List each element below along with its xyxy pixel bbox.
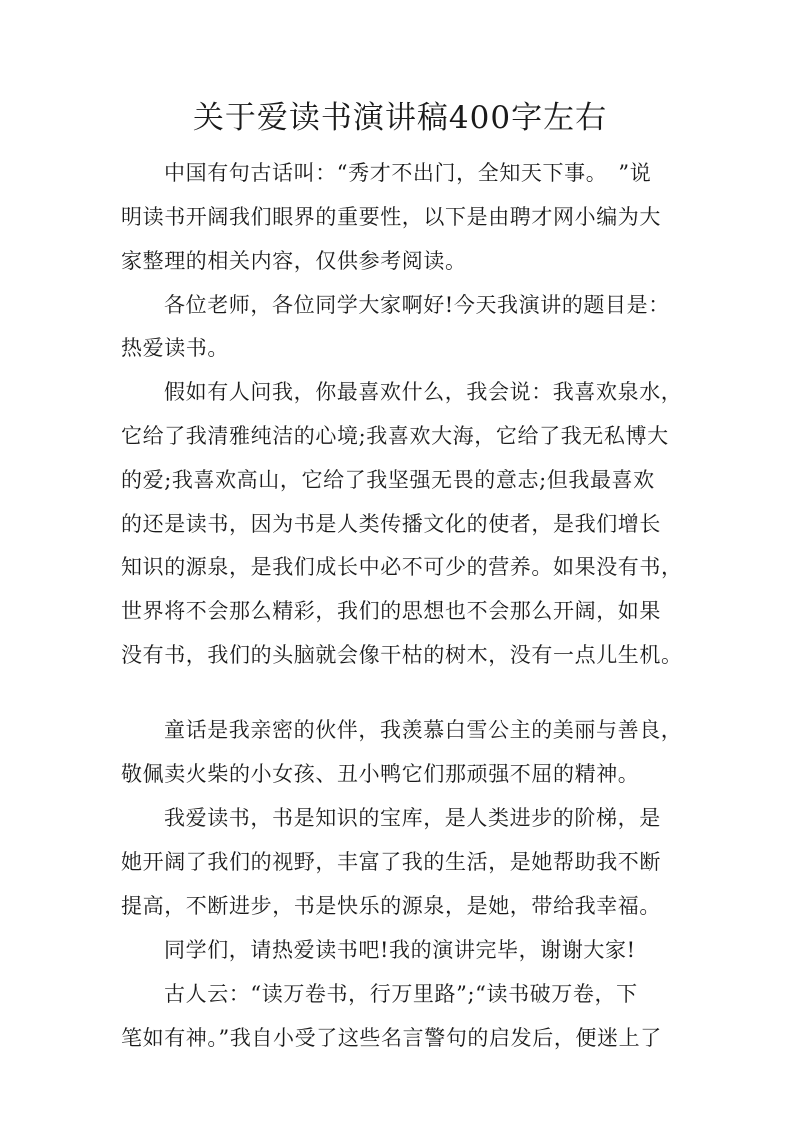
text-line: 知识的源泉，是我们成长中必不可少的营养。如果没有书， <box>121 555 683 579</box>
text-line: 的还是读书，因为书是人类传播文化的使者，是我们增长 <box>121 512 661 536</box>
document-title: 关于爱读书演讲稿400字左右 <box>192 100 608 136</box>
text-line: 我爱读书，书是知识的宝库，是人类进步的阶梯，是 <box>164 806 661 830</box>
text-line: 假如有人问我，你最喜欢什么，我会说：我喜欢泉水， <box>164 380 683 404</box>
text-line: 它给了我清雅纯洁的心境;我喜欢大海，它给了我无私博大 <box>121 424 669 448</box>
text-line: 家整理的相关内容，仅供参考阅读。 <box>121 249 467 273</box>
text-line: 同学们，请热爱读书吧!我的演讲完毕，谢谢大家! <box>164 938 636 962</box>
text-line: 明读书开阔我们眼界的重要性，以下是由聘才网小编为大 <box>121 205 661 229</box>
text-line: 童话是我亲密的伙伴，我羡慕白雪公主的美丽与善良， <box>164 718 683 742</box>
text-line: 笔如有神。”我自小受了这些名言警句的启发后，便迷上了 <box>121 1026 662 1050</box>
text-line: 的爱;我喜欢高山，它给了我坚强无畏的意志;但我最喜欢 <box>121 468 655 492</box>
text-line: 各位老师，各位同学大家啊好!今天我演讲的题目是： <box>164 293 670 317</box>
text-line: 中国有句古话叫：“秀才不出门，全知天下事。 ”说 <box>164 161 652 185</box>
text-line: 提高，不断进步，书是快乐的源泉，是她，带给我幸福。 <box>121 894 661 918</box>
text-line: 敬佩卖火柴的小女孩、丑小鸭它们那顽强不屈的精神。 <box>121 762 640 786</box>
text-line: 没有书，我们的头脑就会像干枯的树木，没有一点儿生机。 <box>121 643 683 667</box>
text-line: 古人云：“读万卷书，行万里路”;“读书破万卷，下 <box>164 982 638 1006</box>
text-line: 热爱读书。 <box>121 336 229 360</box>
text-line: 她开阔了我们的视野，丰富了我的生活，是她帮助我不断 <box>121 850 661 874</box>
text-line: 世界将不会那么精彩，我们的思想也不会那么开阔，如果 <box>121 599 661 623</box>
